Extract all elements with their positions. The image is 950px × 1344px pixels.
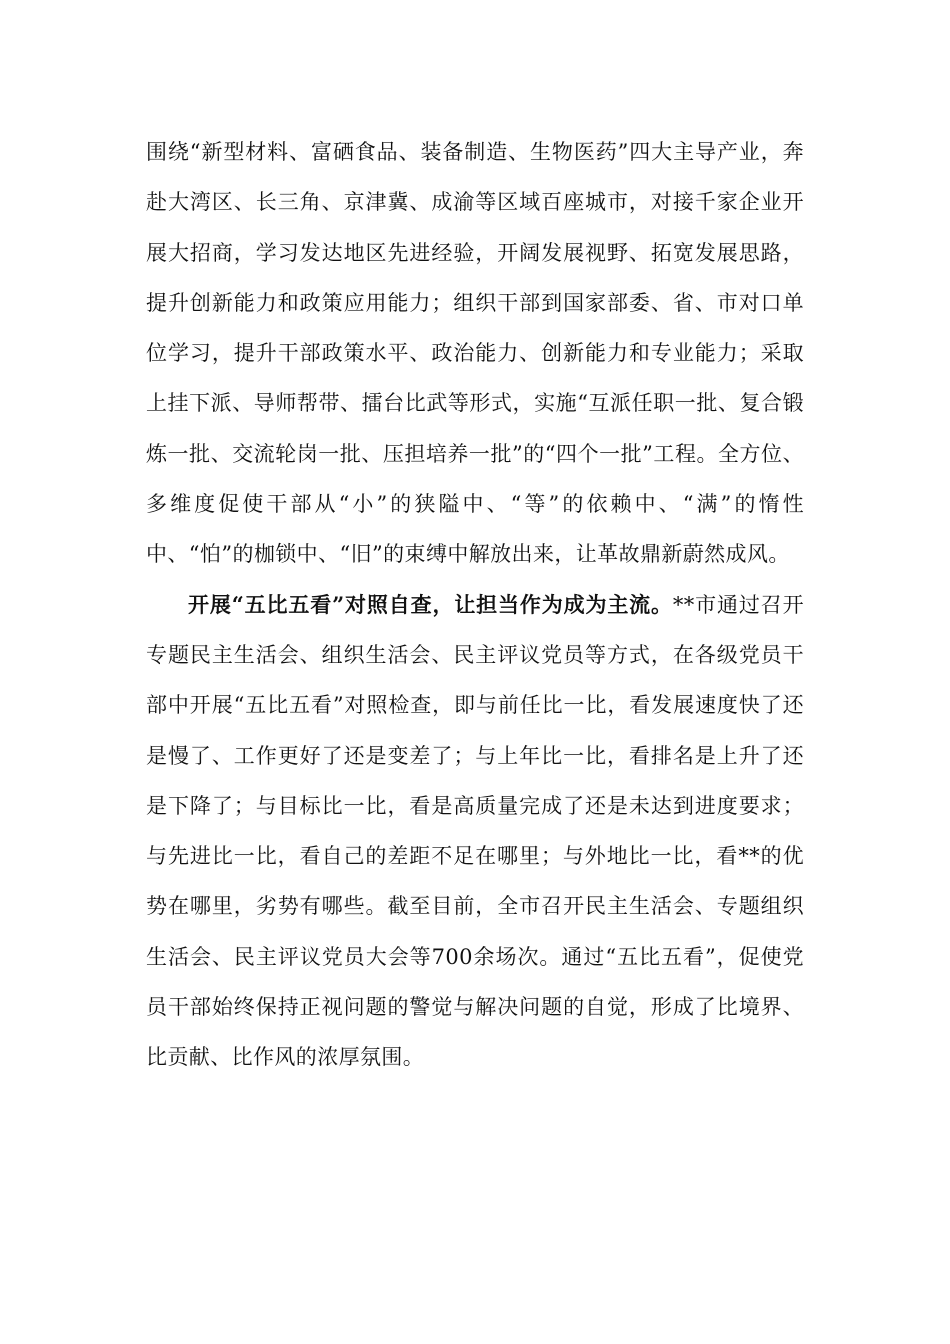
paragraph-1: 围绕“新型材料、富硒食品、装备制造、生物医药”四大主导产业，奔赴大湾区、长三角、京津冀、成渝等区域百座城市，对接千家企业开展大招商，学习发达地区先进经验，开阔发展视野、拓宽发展思路，提升创新能力和政策应用能力；组织干部到国家部委、省、市对口单位学习，提升干部政策水平、政治能力、创新能力和专业能力；采取上挂下派、导师帮带、擂台比武等形式，实施“互派任职一批、复合锻炼一批、交流轮岗一批、压担培养一批”的“四个一批”工程。全方位、多维度促使干部从“小”的狭隘中、“等”的依赖中、“满”的惰性中、“怕”的枷锁中、“旧”的束缚中解放出来，让革故鼎新蔚然成风。: [146, 140, 804, 567]
document-body: [146, 127, 804, 1083]
paragraph-2-lead: 开展“五比五看”对照自查，让担当作为成为主流。: [188, 591, 673, 617]
paragraph-2-body: **市通过召开专题民主生活会、组织生活会、民主评议党员等方式，在各级党员干部中开展“五比五看”对照检查，即与前任比一比，看发展速度快了还是慢了、工作更好了还是变差了；与上年比一比，看排名是上升了还是下降了；与目标比一比，看是高质量完成了还是未达到进度要求；与先进比一比，看自己的差距不足在哪里；与外地比一比，看**的优势在哪里，劣势有哪些。截至目前，全市召开民主生活会、专题组织生活会、民主评议党员大会等700余场次。通过“五比五看”，促使党员干部始终保持正视问题的警觉与解决问题的自觉，形成了比境界、比贡献、比作风的浓厚氛围。: [146, 592, 804, 1070]
paragraph-2: [146, 580, 804, 1083]
